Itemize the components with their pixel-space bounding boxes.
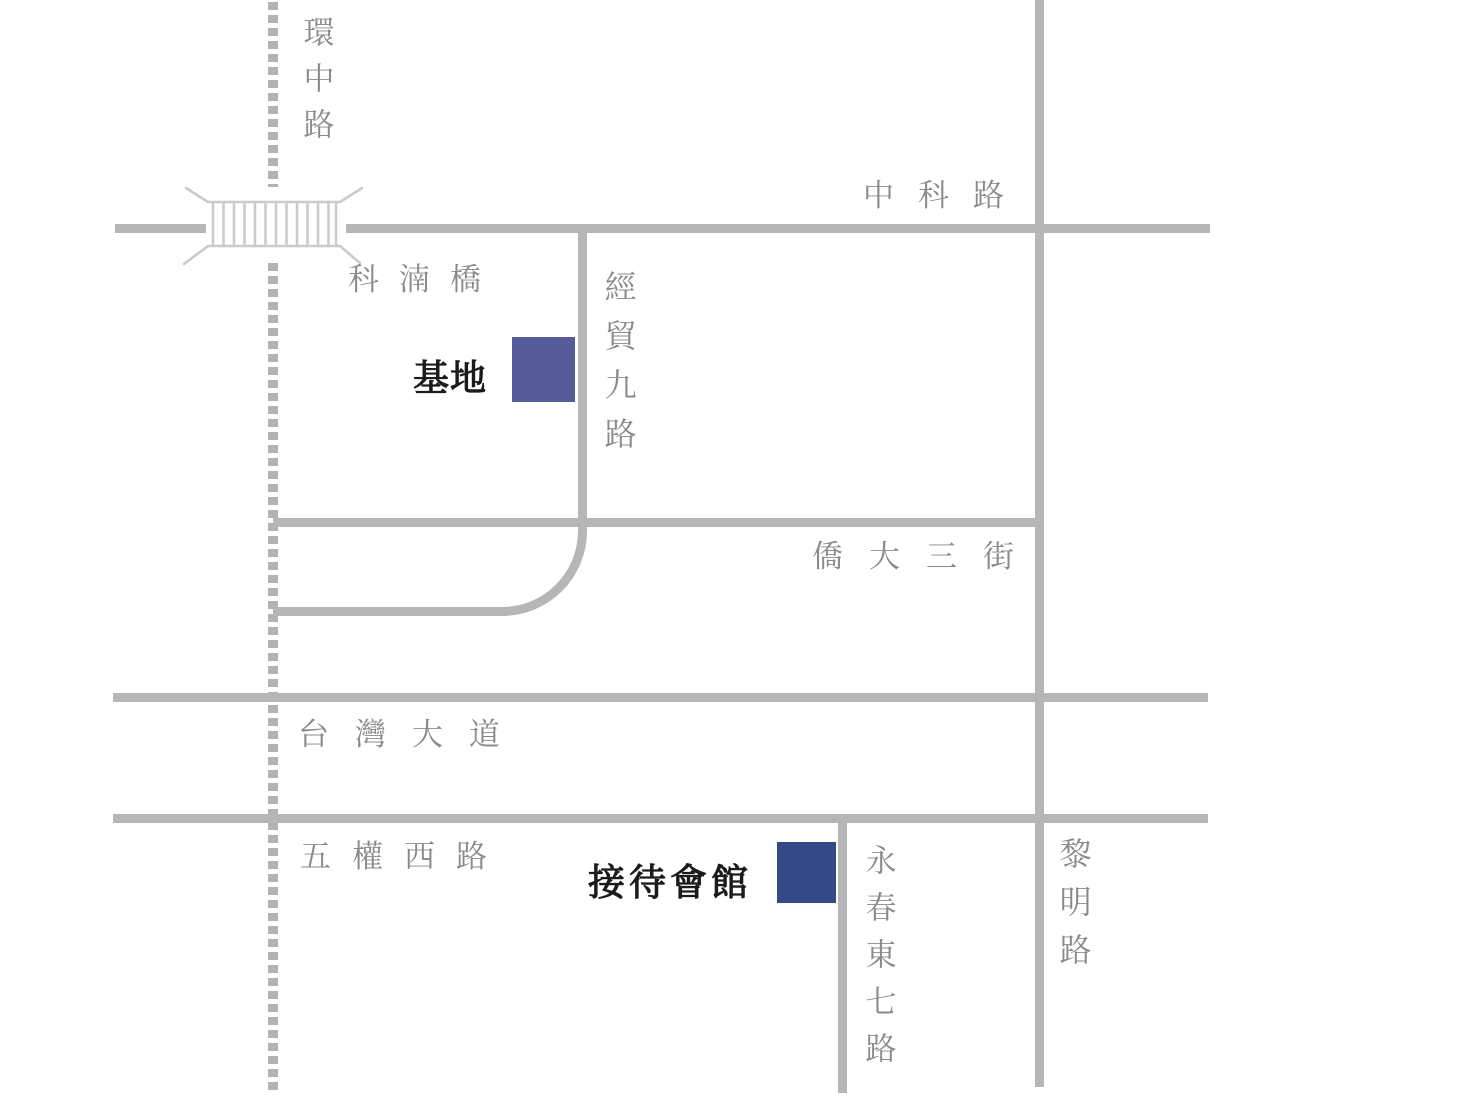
road-jingmao-curve [273, 527, 587, 616]
reception-marker-square [777, 842, 836, 903]
bridge-icon [180, 183, 368, 273]
site-marker-label: 基地 [413, 358, 488, 399]
road-qiaoda [273, 518, 1044, 527]
reception-marker-label: 接待會館 [588, 861, 752, 904]
road-yongchun [838, 818, 847, 1093]
bridge-label-kenan: 科湳橋 [348, 262, 501, 298]
road-label-taiwan: 台灣大道 [298, 717, 526, 753]
road-label-wuquan: 五權西路 [300, 839, 508, 875]
road-label-liming: 黎明路 [1054, 837, 1093, 981]
road-huanzhong-lower [268, 263, 278, 1093]
road-label-huanzhong: 環中路 [297, 16, 334, 154]
road-jingmao [578, 228, 587, 527]
road-label-yongchun: 永春東七路 [859, 844, 896, 1079]
road-huanzhong-upper [268, 2, 278, 187]
road-label-jingmao: 經貿九路 [599, 270, 638, 466]
road-zhongke-east-segment [346, 224, 1210, 233]
road-label-qiaoda: 僑大三街 [812, 539, 1040, 575]
site-marker-square [512, 337, 575, 402]
road-label-zhongke: 中科路 [863, 178, 1028, 214]
